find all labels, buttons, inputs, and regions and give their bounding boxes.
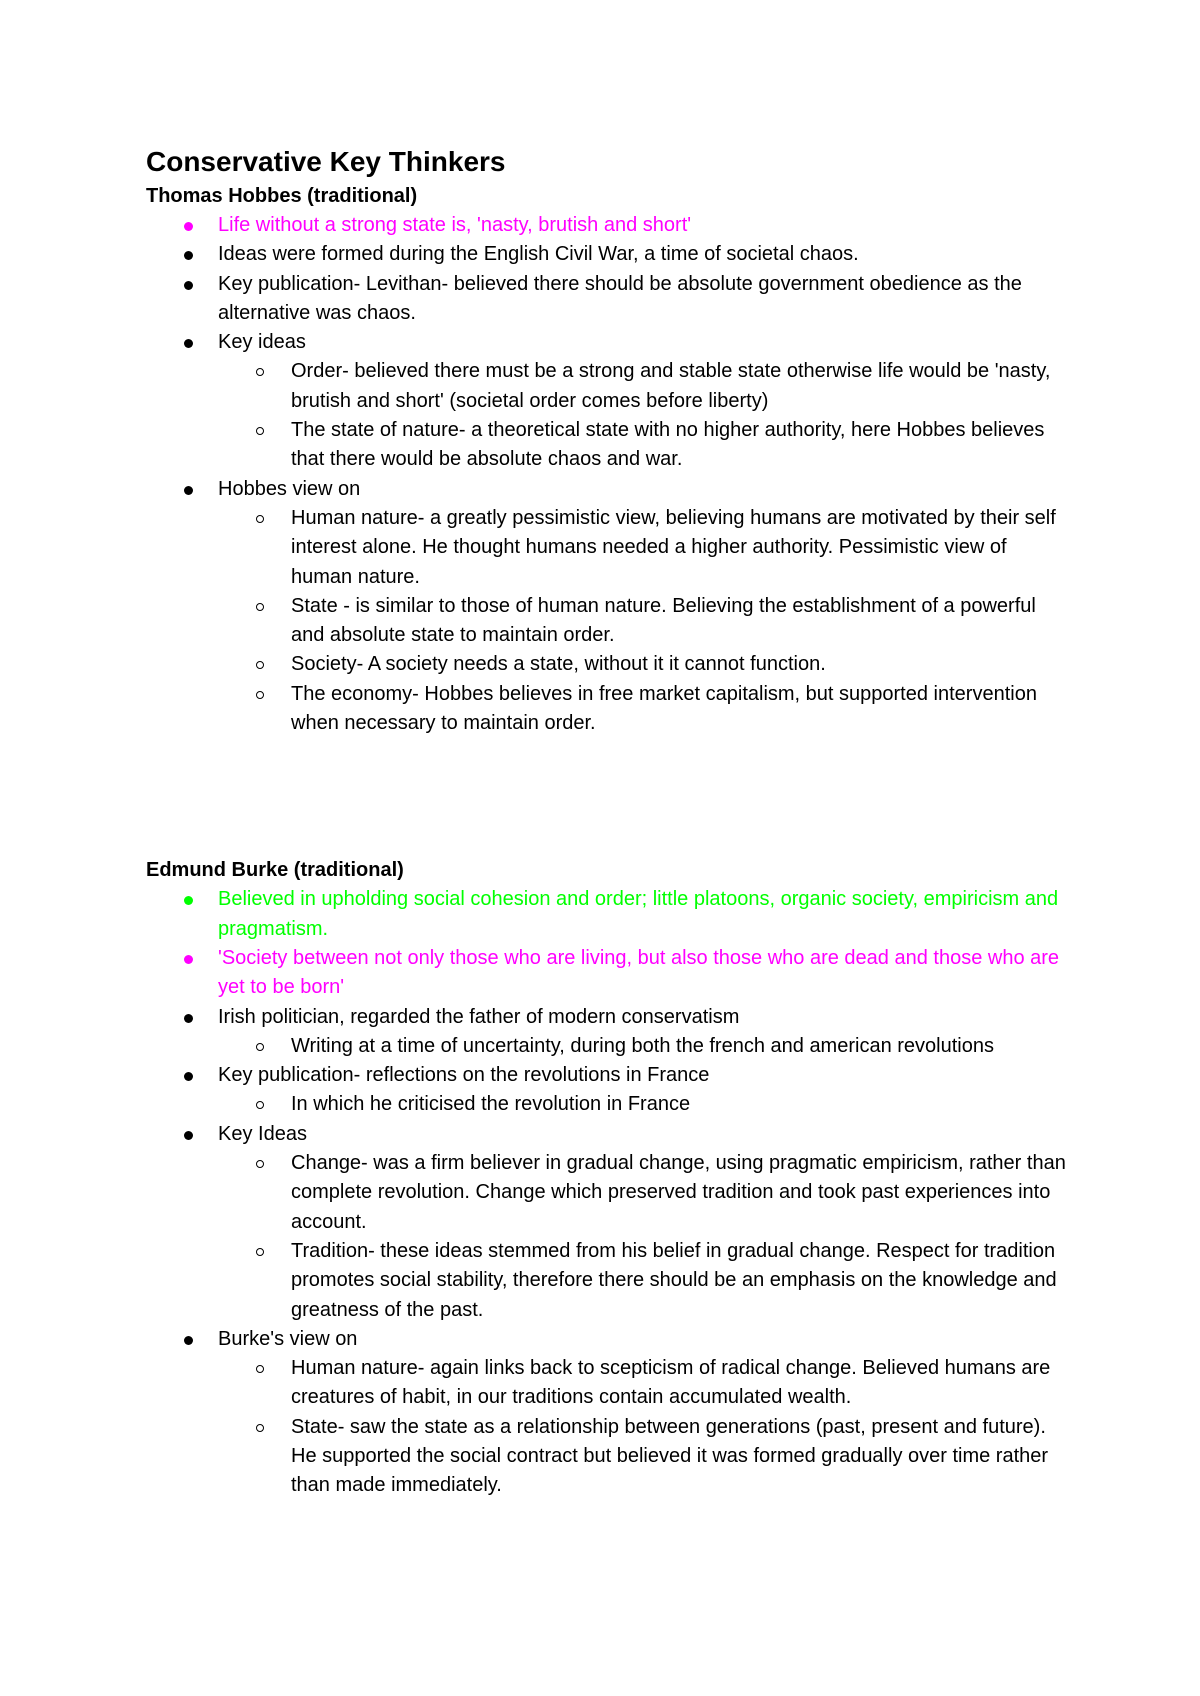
list-item: 'Society between not only those who are living, but also those who are dead and those who are yet to be born' — [146, 944, 1066, 1003]
list-item: Believed in upholding social cohesion and order; little platoons, organic society, empiricism and pragmatism. — [146, 885, 1066, 944]
bullet-circle-icon — [256, 1101, 264, 1109]
list-item: Burke's view on — [146, 1325, 1066, 1354]
bullet-circle-icon — [256, 1160, 264, 1168]
section-hobbes — [146, 182, 1066, 738]
sub-list-item: Order- believed there must be a strong and stable state otherwise life would be 'nasty, brutish and short' (societal order comes before liberty) — [146, 357, 1066, 416]
document-page — [146, 144, 1066, 1501]
bullet-circle-icon — [256, 1248, 264, 1256]
section-heading-hobbes: Thomas Hobbes (traditional) — [146, 185, 418, 207]
bullet-list-hobbes — [146, 211, 1066, 738]
bullet-circle-icon — [256, 603, 264, 611]
section-heading-burke: Edmund Burke (traditional) — [146, 859, 404, 882]
bullet-circle-icon — [256, 1365, 264, 1373]
bullet-dot-icon — [184, 339, 193, 348]
sub-list-item: The economy- Hobbes believes in free market capitalism, but supported intervention when necessary to maintain order. — [146, 680, 1066, 739]
sub-list-item: Human nature- again links back to scepticism of radical change. Believed humans are creatures of habit, in our traditions contain accumulated wealth. — [146, 1354, 1066, 1413]
sub-list-item: Human nature- a greatly pessimistic view, believing humans are motivated by their self interest alone. He thought humans needed a higher authority. Pessimistic view of human nature. — [146, 504, 1066, 592]
bullet-circle-icon — [256, 661, 264, 669]
list-item: Irish politician, regarded the father of modern conservatism — [146, 1003, 1066, 1032]
bullet-circle-icon — [256, 691, 264, 699]
list-item: Hobbes view on — [146, 475, 1066, 504]
bullet-dot-icon — [184, 1131, 193, 1140]
sub-list-item: State - is similar to those of human nature. Believing the establishment of a powerful and absolute state to maintain order. — [146, 592, 1066, 651]
bullet-list-burke — [146, 885, 1066, 1500]
bullet-dot-icon — [184, 486, 193, 495]
bullet-dot-icon — [184, 281, 193, 290]
list-item: Key publication- Levithan- believed there should be absolute government obedience as the alternative was chaos. — [146, 270, 1066, 329]
sub-list-item: Writing at a time of uncertainty, during both the french and american revolutions — [146, 1032, 1066, 1061]
list-item: Key Ideas — [146, 1120, 1066, 1149]
bullet-circle-icon — [256, 1424, 264, 1432]
bullet-dot-icon — [184, 896, 193, 905]
bullet-dot-icon — [184, 1336, 193, 1345]
bullet-dot-icon — [184, 1072, 193, 1081]
sub-list-item: Society- A society needs a state, without it it cannot function. — [146, 650, 1066, 679]
bullet-dot-icon — [184, 1014, 193, 1023]
sub-list-item: State- saw the state as a relationship between generations (past, present and future). He supported the social contract but believed it was formed gradually over time rather than made immediately. — [146, 1413, 1066, 1501]
section-burke — [146, 856, 1066, 1500]
sub-list-item: In which he criticised the revolution in France — [146, 1090, 1066, 1119]
bullet-circle-icon — [256, 427, 264, 435]
sub-list-item: Tradition- these ideas stemmed from his belief in gradual change. Respect for tradition promotes social stability, therefore there should be an emphasis on the knowledge and greatness of the past. — [146, 1237, 1066, 1325]
bullet-circle-icon — [256, 1043, 264, 1051]
bullet-circle-icon — [256, 368, 264, 376]
list-item: Key ideas — [146, 328, 1066, 357]
list-item: Life without a strong state is, 'nasty, brutish and short' — [146, 211, 1066, 240]
bullet-dot-icon — [184, 251, 193, 260]
bullet-circle-icon — [256, 515, 264, 523]
page-title: Conservative Key Thinkers — [146, 146, 506, 177]
section-spacer — [146, 738, 1066, 856]
sub-list-item: The state of nature- a theoretical state with no higher authority, here Hobbes believes that there would be absolute chaos and war. — [146, 416, 1066, 475]
sub-list-item: Change- was a firm believer in gradual change, using pragmatic empiricism, rather than complete revolution. Change which preserved tradition and took past experiences into account. — [146, 1149, 1066, 1237]
bullet-dot-icon — [184, 955, 193, 964]
bullet-dot-icon — [184, 222, 193, 231]
list-item: Key publication- reflections on the revolutions in France — [146, 1061, 1066, 1090]
list-item: Ideas were formed during the English Civil War, a time of societal chaos. — [146, 240, 1066, 269]
